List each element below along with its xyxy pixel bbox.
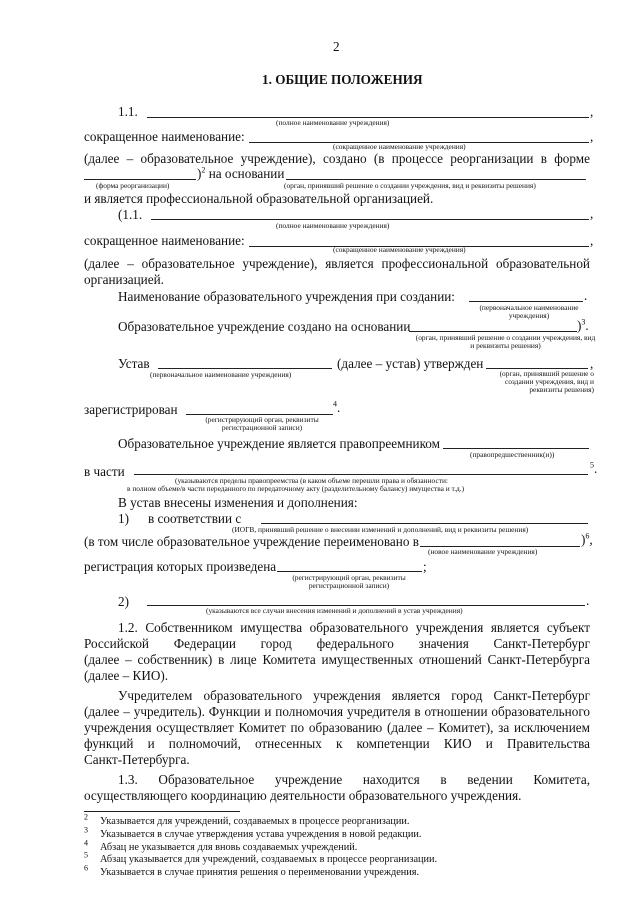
footnote-number: 5 xyxy=(84,850,88,860)
text-line: (далее – устав) утвержден xyxy=(337,356,484,371)
clause-number: 1.1. xyxy=(118,104,138,119)
text-line: в части xyxy=(84,464,125,479)
caption: (сокращенное наименование учреждения) xyxy=(333,142,466,151)
caption: (сокращенное наименование учреждения) xyxy=(333,245,466,254)
list-number: 2) xyxy=(118,594,129,609)
text-line: 1.2. Собственником имущества образовательного учреждения является субъект xyxy=(118,620,590,635)
text-line: организацией. xyxy=(84,272,164,287)
footnote xyxy=(84,838,358,854)
text-line: Российской Федерации город федерального значения Санкт-Петербург xyxy=(84,636,590,651)
text: на основании xyxy=(208,166,285,181)
caption: (первоначальное наименование учреждения) xyxy=(150,370,292,379)
fill-line xyxy=(151,219,589,220)
text-line: функций и полномочий, отнесенных к компетенции КИО и Правительства xyxy=(84,736,590,751)
caption: (полное наименование учреждения) xyxy=(276,221,390,230)
footnote-number: 3 xyxy=(84,825,88,835)
text-line: (далее – собственник) в лице Комитета имущественных отношений Санкт-Петербурга xyxy=(84,652,590,667)
list-number: 1) xyxy=(118,511,129,526)
text-line: и является профессиональной образовательной организацией. xyxy=(84,191,434,206)
footnote-text: Указывается в случае принятия решения о переименовании учреждения. xyxy=(100,867,420,879)
footnote-ref: 6 xyxy=(585,531,590,541)
text-line: Образовательное учреждение создано на основании xyxy=(118,319,411,334)
text-line: (далее – образовательное учреждение), является профессиональной образовательной xyxy=(84,256,590,271)
fill-line xyxy=(158,368,332,369)
text-line: (далее – КИО). xyxy=(84,668,169,683)
footnote-ref: 3 xyxy=(581,317,586,327)
text-line: (далее – образовательное учреждение), создано (в процессе реорганизации в форме xyxy=(84,151,590,166)
fill-line xyxy=(261,523,588,524)
text-line: Наименование образовательного учреждения при создании: xyxy=(118,289,455,304)
caption: (указываются все случаи внесения изменений и дополнений в устав учреждения) xyxy=(206,606,463,615)
caption: (орган, принявший решение о создании учреждения, вид и реквизиты решения) xyxy=(284,181,536,190)
footnote-text: Абзац указывается для учреждений, создаваемых в процессе реорганизации. xyxy=(100,854,438,866)
footnote xyxy=(84,825,422,841)
text-line: Устав xyxy=(118,356,150,371)
section-title: 1. ОБЩИЕ ПОЛОЖЕНИЯ xyxy=(262,72,423,87)
footnote-ref: 5 xyxy=(590,460,594,470)
page-number: 2 xyxy=(333,39,340,54)
caption: (регистрирующий орган, реквизиты регистрационной записи) xyxy=(205,415,319,432)
caption: (полное наименование учреждения) xyxy=(276,118,390,127)
caption: в полном объеме/в части переданного по передаточному акту (разделительному балансу) имущества и т.д.) xyxy=(127,484,465,493)
footnote-text: Указывается в случае утверждения устава учреждения в новой редакции. xyxy=(100,828,422,840)
clause-number: (1.1. xyxy=(118,207,143,222)
label: сокращенное наименование: xyxy=(84,129,245,144)
fill-line xyxy=(286,179,586,180)
footnote-text: Указывается для учреждений, создаваемых в процессе реорганизации. xyxy=(100,816,410,827)
text-line: Учредителем образовательного учреждения является город Санкт-Петербург xyxy=(118,688,590,703)
caption: (орган, принявший решение о создании учреждения, вид и реквизиты решения) xyxy=(499,369,594,394)
footnote-ref: 2 xyxy=(201,165,206,175)
text-line: зарегистрирован xyxy=(84,402,178,417)
footnote-ref: 4 xyxy=(333,399,337,409)
text-line: регистрация которых произведена xyxy=(84,559,277,574)
caption: (форма реорганизации) xyxy=(96,181,170,190)
fill-line xyxy=(134,474,588,475)
text-line: учреждения осуществляет Комитет по образованию (далее – Комитет), за исключением xyxy=(84,720,590,735)
caption: (орган, принявший решение о создании учреждения, вид и реквизиты решения) xyxy=(415,333,596,350)
text-line: (в том числе образовательное учреждение переименовано в xyxy=(84,534,419,549)
text-line: В устав внесены изменения и дополнения: xyxy=(118,495,358,510)
caption: (ИОГВ, принявший решение о внесении изменений и дополнений, вид и реквизиты решения) xyxy=(232,525,529,534)
caption: (регистрирующий орган, реквизиты регистрационной записи) xyxy=(292,573,406,590)
footnote xyxy=(84,812,410,828)
footnote-separator xyxy=(84,811,240,812)
caption: (указываются пределы правопреемства (в каком объеме перешли права и обязанности: xyxy=(175,476,448,485)
footnote-text: Абзац не указывается для вновь создаваемых учреждений. xyxy=(100,841,358,853)
caption: (правопредшественник(и)) xyxy=(470,450,555,459)
footnote-number: 4 xyxy=(84,838,88,848)
text-line: 1.3. Образовательное учреждение находится в ведении Комитета, xyxy=(118,772,590,787)
fill-line xyxy=(409,331,577,332)
footnote xyxy=(84,863,420,879)
footnote-number: 2 xyxy=(84,812,88,822)
caption: (новое наименование учреждения) xyxy=(428,547,538,556)
fill-line xyxy=(277,571,422,572)
footnote-number: 6 xyxy=(84,863,88,873)
text-line: Образовательное учреждение является правопреемником xyxy=(118,436,440,451)
text-line: осуществляющего координацию деятельности образовательного учреждения. xyxy=(84,788,522,803)
caption: (первоначальное наименование учреждения) xyxy=(479,303,579,320)
label: сокращенное наименование: xyxy=(84,233,245,248)
fill-line xyxy=(84,179,196,180)
fill-line xyxy=(443,448,589,449)
footnote xyxy=(84,850,438,866)
text-line: Санкт-Петербурга. xyxy=(84,752,190,767)
fill-line xyxy=(469,301,583,302)
text-line: (далее – учредитель). Функции и полномочия учредителя в отношении образовательного xyxy=(84,704,590,719)
text-line: в соответствии с xyxy=(148,511,242,526)
